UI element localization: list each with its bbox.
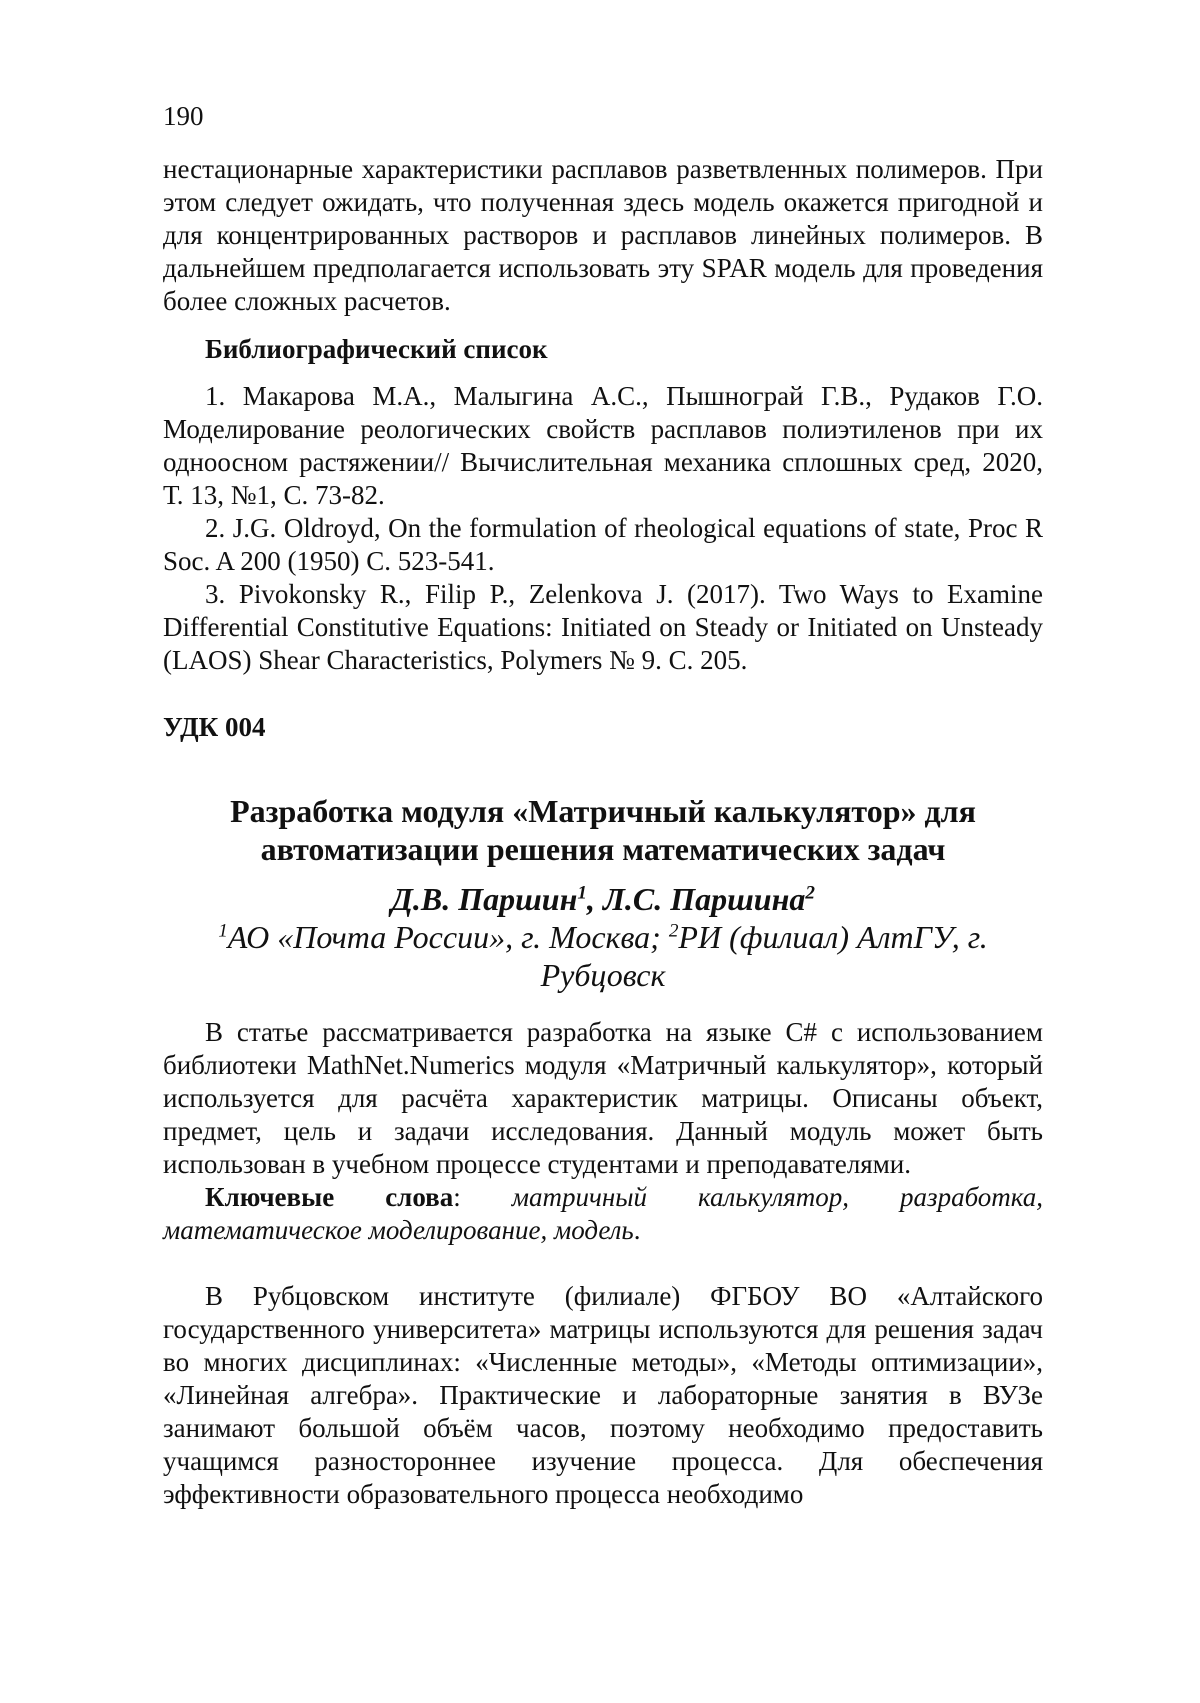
intro-paragraph: нестационарные характеристики расплавов разветвленных полимеров. При этом следует ожидать, что полученная здесь модель окажется пригодной и для концентрированных растворов и расплавов линейных полимеров. В дальнейшем предполагается использовать эту SPAR модель для проведения более сложных расчетов. bbox=[163, 153, 1043, 318]
author-name: Л.С. Паршина bbox=[603, 881, 805, 917]
affiliation-text: АО «Почта России», г. Москва; bbox=[228, 919, 669, 955]
reference-item: 2. J.G. Oldroyd, On the formulation of rheological equations of state, Proc R Soc. A 200 (1950) С. 523-541. bbox=[163, 512, 1043, 578]
abstract-paragraph: В статье рассматривается разработка на языке C# с использованием библиотеки MathNet.Numerics модуля «Матричный калькулятор», который используется для расчёта характеристик матрицы. Описаны объект, предмет, цель и задачи исследования. Данный модуль может быть использован в учебном процессе студентами и преподавателями. bbox=[163, 1016, 1043, 1181]
keywords-list: матричный калькулятор, разработка, математическое моделирование, модель bbox=[163, 1182, 1043, 1245]
author-separator: , bbox=[587, 881, 603, 917]
affiliation-mark: 2 bbox=[669, 920, 679, 941]
references-section bbox=[163, 333, 1043, 677]
keywords-label: Ключевые слова bbox=[205, 1182, 453, 1212]
keywords-colon: : bbox=[453, 1182, 461, 1212]
reference-item: 1. Макарова М.А., Малыгина А.С., Пышнограй Г.В., Рудаков Г.О. Моделирование реологических свойств расплавов полиэтиленов при их одноосном растяжении// Вычислительная механика сплошных сред, 2020, Т. 13, №1, С. 73-82. bbox=[163, 380, 1043, 512]
article-title-line: автоматизации решения математических задач bbox=[163, 830, 1043, 868]
body-paragraph: В Рубцовском институте (филиале) ФГБОУ ВО «Алтайского государственного университета» матрицы используются для решения задач во многих дисциплинах: «Численные методы», «Методы оптимизации», «Линейная алгебра». Практические и лабораторные занятия в ВУЗе занимают большой объём часов, поэтому необходимо предоставить учащимся разностороннее изучение процесса. Для обеспечения эффективности образовательного процесса необходимо bbox=[163, 1280, 1043, 1511]
page-number: 190 bbox=[163, 100, 1043, 133]
keywords-end: . bbox=[634, 1215, 641, 1245]
affiliation-text: РИ (филиал) АлтГУ, г. Рубцовск bbox=[541, 919, 988, 993]
keywords-line bbox=[163, 1181, 1043, 1247]
udk-code: УДК 004 bbox=[163, 711, 1043, 744]
page-content bbox=[163, 100, 1043, 1511]
author-affiliation-mark: 2 bbox=[805, 882, 815, 903]
author-affiliation-mark: 1 bbox=[577, 882, 587, 903]
article-title bbox=[163, 792, 1043, 868]
reference-item: 3. Pivokonsky R., Filip P., Zelenkova J. (2017). Two Ways to Examine Differential Constitutive Equations: Initiated on Steady or Initiated on Unsteady (LAOS) Shear Characteristics, Polymers № 9. С. 205. bbox=[163, 578, 1043, 677]
article-affiliations bbox=[163, 918, 1043, 994]
article-authors bbox=[163, 880, 1043, 918]
author-name: Д.В. Паршин bbox=[391, 881, 577, 917]
affiliation-mark: 1 bbox=[218, 920, 228, 941]
references-heading: Библиографический список bbox=[163, 333, 1043, 366]
article-title-line: Разработка модуля «Матричный калькулятор» для bbox=[163, 792, 1043, 830]
